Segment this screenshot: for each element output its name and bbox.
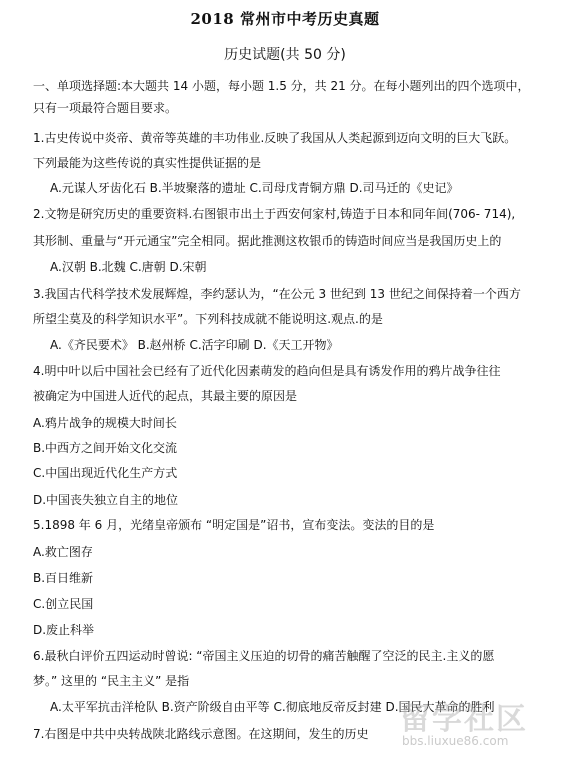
watermark-name: 留学社区 <box>400 702 528 737</box>
section-heading-line-2: 只有一项最符合题目要求。 <box>33 101 178 115</box>
watermark-url: bbs.liuxue86.com <box>402 734 509 748</box>
question-3-options: A.《齐民要术》 B.赵州桥 C.活字印刷 D.《天工开物》 <box>50 338 339 352</box>
page-title: 2018 常州市中考历史真题 <box>190 10 380 28</box>
section-heading-line-1: 一、单项选择题:本大题共 14 小题，每小题 1.5 分，共 21 分。在每小题列出的四个选项中， <box>33 79 530 93</box>
question-5-stem: 5.1898 年 6 月，光绪皇帝颁布 “明定国是”诏书，宣布变法。变法的目的是 <box>33 518 435 532</box>
question-3-stem-line-1: 3.我国古代科学技术发展辉煌，李约瑟认为，“在公元 3 世纪到 13 世纪之间保持着一个西方 <box>33 287 521 301</box>
question-7-stem: 7.右图是中共中央转战陕北路线示意图。在这期间，发生的历史 <box>33 727 369 741</box>
watermark-logo <box>392 694 562 752</box>
question-5-option-c: C.创立民国 <box>33 597 94 611</box>
question-3-stem-line-2: 所望尘莫及的科学知识水平”。下列科技成就不能说明这.观点.的是 <box>33 312 383 326</box>
question-4-option-c: C.中国出现近代化生产方式 <box>33 466 178 480</box>
question-5-option-a: A.救亡图存 <box>33 545 93 559</box>
question-4-option-d: D.中国丧失独立自主的地位 <box>33 493 179 507</box>
question-4-option-a: A.鸦片战争的规模大时间长 <box>33 416 177 430</box>
question-6-stem-line-1: 6.最秋白评价五四运动时曾说: “帝国主义压迫的切骨的痛苦触醒了空泛的民主.主义的愿 <box>33 649 495 663</box>
question-2-options: A.汉朝 B.北魏 C.唐朝 D.宋朝 <box>50 260 207 274</box>
question-2-stem-line-2: 其形制、重量与“开元通宝”完全相同。据此推测这枚银币的铸造时间应当是我国历史上的 <box>33 234 502 248</box>
question-5-option-d: D.废止科举 <box>33 623 95 637</box>
question-5-option-b: B.百日维新 <box>33 571 94 585</box>
question-4-stem-line-1: 4.明中叶以后中国社会已经有了近代化因素萌发的趋向但是具有诱发作用的鸦片战争往往 <box>33 364 501 378</box>
question-6-options: A.太平军抗击洋枪队 B.资产阶级自由平等 C.彻底地反帝反封建 D.国民大革命的胜利 <box>50 700 495 714</box>
question-1-stem-line-1: 1.古史传说中炎帝、黄帝等英雄的丰功伟业.反映了我国从人类起源到迈向文明的巨大飞跃。 <box>33 131 517 145</box>
page-subtitle: 历史试题(共 50 分) <box>224 47 346 63</box>
question-1-stem-line-2: 下列最能为这些传说的真实性提供证据的是 <box>33 156 262 170</box>
question-4-option-b: B.中西方之间开始文化交流 <box>33 441 178 455</box>
question-6-stem-line-2: 梦。” 这里的 “民主主义” 是指 <box>33 674 190 688</box>
question-1-options: A.元谋人牙齿化石 B.半坡聚落的遗址 C.司母戊青铜方鼎 D.司马迁的《史记》 <box>50 181 459 195</box>
question-2-stem-line-1: 2.文物是研究历史的重要资料.右图银市出土于西安何家村,铸造于日本和同年间(706- 714), <box>33 207 516 221</box>
question-4-stem-line-2: 被确定为中国进人近代的起点，其最主要的原因是 <box>33 389 298 403</box>
